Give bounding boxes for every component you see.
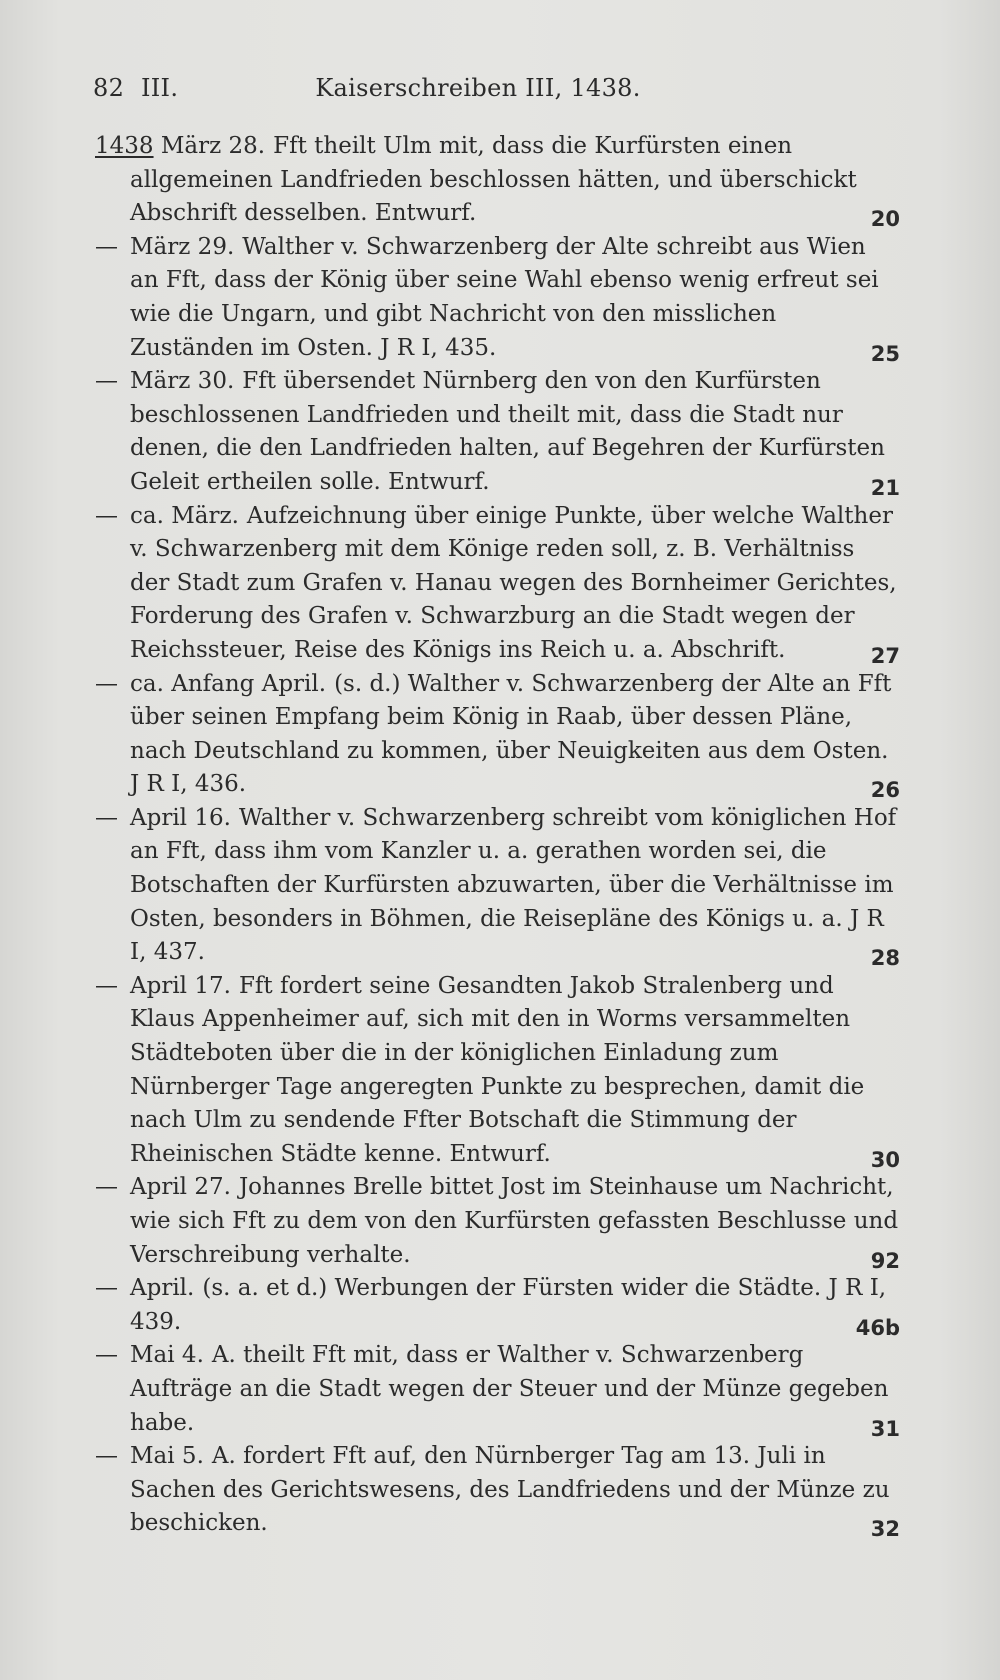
entry-date: März 28. — [160, 133, 266, 159]
entry-number: 92 — [870, 1248, 900, 1273]
entry-list — [95, 130, 900, 1541]
entry-date: April 16. — [130, 804, 231, 831]
entry-dash: — — [95, 368, 118, 395]
entry-text: Fft fordert seine Gesandten Jakob Stralenberg und Klaus Appenheimer auf, sich mit den in Worms versammelten Städteboten über die in der königlichen Einladung zum Nürnberger Tage angeregten Punkte zu besprechen, damit die nach Ulm zu sendende Ffter Botschaft die Stimmung der Rheinischen Städte kenne. Entwurf. — [130, 972, 865, 1167]
entry-dash: — — [95, 1174, 118, 1201]
entry-dash: — — [95, 502, 118, 529]
entry-date: Mai 5. — [130, 1443, 204, 1470]
list-item — [95, 1440, 900, 1541]
list-item — [95, 668, 900, 802]
entry-number: 26 — [870, 778, 900, 803]
entry-date: April. — [130, 1275, 195, 1302]
entry-text: Walther v. Schwarzenberg der Alte schreibt aus Wien an Fft, dass der König über seine Wahl ebenso wenig erfreut sei wie die Ungarn, und gibt Nachricht von den misslichen Zuständen im Osten. J R I, 435. — [130, 233, 879, 361]
list-item — [95, 130, 900, 231]
entry-date: März 30. — [130, 368, 235, 395]
entry-number: 20 — [870, 207, 900, 232]
entry-dash: — — [95, 804, 118, 831]
entry-dash: — — [95, 670, 118, 697]
chapter-label: III. — [141, 74, 179, 102]
entry-number: 30 — [870, 1147, 900, 1172]
list-item — [95, 802, 900, 970]
entry-number: 21 — [870, 475, 900, 500]
entry-date: Mai 4. — [130, 1342, 204, 1369]
list-item — [95, 1171, 900, 1272]
entry-number: 32 — [870, 1517, 900, 1542]
entry-text: Johannes Brelle bittet Jost im Steinhause um Nachricht, wie sich Fft zu dem von den Kurfürsten gefassten Beschlusse und Verschreibung verhalte. — [130, 1174, 899, 1268]
entry-date: April 17. — [130, 972, 231, 999]
list-item — [95, 231, 900, 365]
list-item — [95, 1272, 900, 1339]
entry-date: April 27. — [130, 1174, 231, 1201]
entry-text: A. fordert Fft auf, den Nürnberger Tag am 13. Juli in Sachen des Gerichtswesens, des Landfriedens und der Münze zu beschicken. — [130, 1443, 890, 1537]
entry-text: Aufzeichnung über einige Punkte, über welche Walther v. Schwarzenberg mit dem Könige reden soll, z. B. Verhältniss der Stadt zum Grafen v. Hanau wegen des Bornheimer Gerichtes, Forderung des Grafen v. Schwarzburg an die Stadt wegen der Reichssteuer, Reise des Königs ins Reich u. a. Abschrift. — [130, 502, 897, 663]
entry-number: 31 — [870, 1416, 900, 1441]
entry-text: Fft theilt Ulm mit, dass die Kurfürsten einen allgemeinen Landfrieden beschlossen hätten, und überschickt Abschrift desselben. Entwurf. — [130, 133, 857, 227]
entry-date: März 29. — [130, 233, 235, 260]
list-item — [95, 365, 900, 499]
entry-year: 1438 — [95, 133, 154, 159]
page-header — [93, 74, 913, 110]
list-item — [95, 500, 900, 668]
running-title: Kaiserschreiben III, 1438. — [315, 74, 641, 102]
entry-text: (s. a. et d.) Werbungen der Fürsten wider die Städte. J R I, 439. — [130, 1275, 887, 1335]
entry-number: 27 — [870, 643, 900, 668]
entry-number: 25 — [870, 341, 900, 366]
entry-dash: — — [95, 1342, 118, 1369]
entry-dash: — — [95, 972, 118, 999]
entry-text: (s. d.) Walther v. Schwarzenberg der Alte an Fft über seinen Empfang beim König in Raab, über dessen Pläne, nach Deutschland zu kommen, über Neuigkeiten aus dem Osten. J R I, 436. — [130, 670, 892, 798]
entry-text: Walther v. Schwarzenberg schreibt vom königlichen Hof an Fft, dass ihm vom Kanzler u. a. gerathen worden sei, die Botschaften der Kurfürsten abzuwarten, über die Verhältnisse im Osten, besonders in Böhmen, die Reisepläne des Königs u. a. J R I, 437. — [130, 804, 897, 966]
entry-number: 46b — [855, 1315, 900, 1340]
page-number: 82 — [93, 74, 125, 102]
entry-dash: — — [95, 1443, 118, 1470]
entry-date: ca. Anfang April. — [130, 670, 327, 697]
list-item — [95, 1339, 900, 1440]
entry-date: ca. März. — [130, 502, 239, 529]
entry-number: 28 — [870, 946, 900, 971]
list-item — [95, 970, 900, 1172]
entry-dash: — — [95, 233, 118, 260]
entry-text: A. theilt Fft mit, dass er Walther v. Schwarzenberg Aufträge an die Stadt wegen der Steuer und der Münze gegeben habe. — [130, 1342, 889, 1436]
entry-text: Fft übersendet Nürnberg den von den Kurfürsten beschlossenen Landfrieden und theilt mit, dass die Stadt nur denen, die den Landfrieden halten, auf Begehren der Kurfürsten Geleit ertheilen solle. Entwurf. — [130, 368, 885, 495]
entry-dash: — — [95, 1275, 118, 1302]
